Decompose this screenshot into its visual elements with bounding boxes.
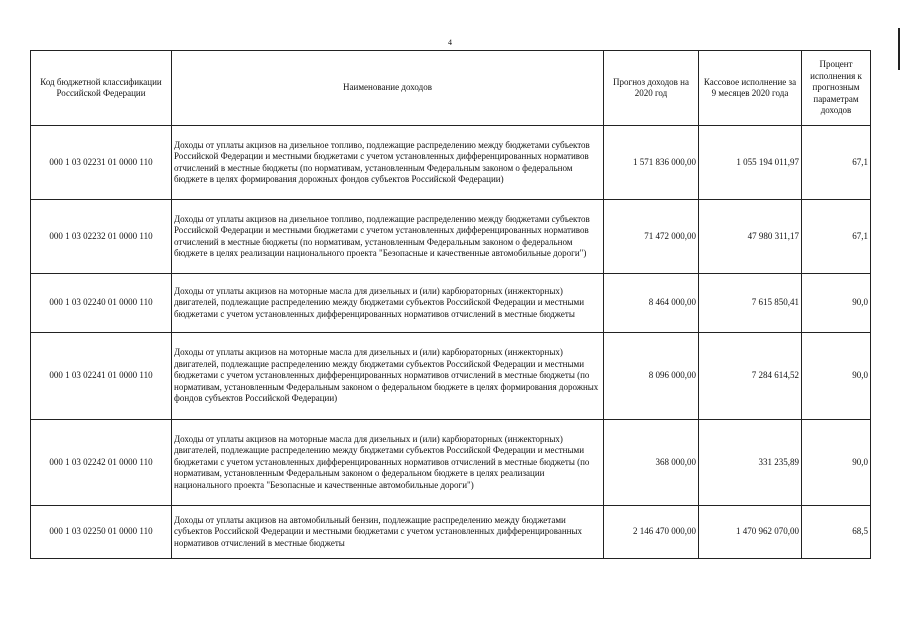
row-cash: 1 470 962 070,00 (699, 506, 802, 559)
table-row (31, 200, 871, 274)
row-name: Доходы от уплаты акцизов на автомобильный бензин, подлежащие распределению между бюджетами субъектов Российской Федерации и местными бюджетами с учетом установленных дифференцированных нормативов отчислений в местные бюджеты (172, 506, 604, 559)
row-name: Доходы от уплаты акцизов на моторные масла для дизельных и (или) карбюраторных (инжекторных) двигателей, подлежащие распределению между бюджетами субъектов Российской Федерации и местными бюджетами с учетом установленных дифференцированных нормативов отчислений в местные бюджеты (по нормативам, установленным Федеральным законом о федеральном бюджете в целях реализации национального проекта "Безопасные и качественные автомобильные дороги") (172, 420, 604, 506)
row-name: Доходы от уплаты акцизов на дизельное топливо, подлежащие распределению между бюджетами субъектов Российской Федерации и местными бюджетами с учетом установленных дифференцированных нормативов отчислений в местные бюджеты (по нормативам, установленным Федеральным законом о федеральном бюджете в целях формирования дорожных фондов субъектов Российской Федерации) (172, 126, 604, 200)
header-cash: Кассовое исполнение за 9 месяцев 2020 года (699, 51, 802, 126)
row-percent: 90,0 (802, 420, 871, 506)
row-name: Доходы от уплаты акцизов на моторные масла для дизельных и (или) карбюраторных (инжекторных) двигателей, подлежащие распределению между бюджетами субъектов Российской Федерации и местными бюджетами с учетом установленных дифференцированных нормативов отчислений в местные бюджеты (по нормативам, установленным Федеральным законом о федеральном бюджете в целях формирования дорожных фондов субъектов Российской Федерации) (172, 333, 604, 420)
table-row (31, 333, 871, 420)
row-name: Доходы от уплаты акцизов на дизельное топливо, подлежащие распределению между бюджетами субъектов Российской Федерации и местными бюджетами с учетом установленных дифференцированных нормативов отчислений в местные бюджеты (по нормативам, установленным Федеральным законом о федеральном бюджете в целях реализации национального проекта "Безопасные и качественные автомобильные дороги") (172, 200, 604, 274)
row-code: 000 1 03 02241 01 0000 110 (31, 333, 172, 420)
row-cash: 331 235,89 (699, 420, 802, 506)
row-cash: 7 284 614,52 (699, 333, 802, 420)
header-percent: Процент исполнения к прогнозным параметрам доходов (802, 51, 871, 126)
header-forecast: Прогноз доходов на 2020 год (604, 51, 699, 126)
row-code: 000 1 03 02231 01 0000 110 (31, 126, 172, 200)
row-percent: 67,1 (802, 126, 871, 200)
row-forecast: 368 000,00 (604, 420, 699, 506)
row-cash: 1 055 194 011,97 (699, 126, 802, 200)
table-row (31, 506, 871, 559)
row-percent: 67,1 (802, 200, 871, 274)
row-forecast: 8 464 000,00 (604, 274, 699, 333)
row-forecast: 8 096 000,00 (604, 333, 699, 420)
revenue-table (30, 50, 871, 559)
row-name: Доходы от уплаты акцизов на моторные масла для дизельных и (или) карбюраторных (инжекторных) двигателей, подлежащие распределению между бюджетами субъектов Российской Федерации и местными бюджетами с учетом установленных дифференцированных нормативов отчислений в местные бюджеты (172, 274, 604, 333)
row-cash: 7 615 850,41 (699, 274, 802, 333)
row-code: 000 1 03 02232 01 0000 110 (31, 200, 172, 274)
row-percent: 68,5 (802, 506, 871, 559)
row-code: 000 1 03 02240 01 0000 110 (31, 274, 172, 333)
row-cash: 47 980 311,17 (699, 200, 802, 274)
header-code: Код бюджетной классификации Российской Федерации (31, 51, 172, 126)
row-percent: 90,0 (802, 333, 871, 420)
page-number: 4 (448, 38, 452, 47)
row-code: 000 1 03 02250 01 0000 110 (31, 506, 172, 559)
row-percent: 90,0 (802, 274, 871, 333)
row-forecast: 2 146 470 000,00 (604, 506, 699, 559)
header-name: Наименование доходов (172, 51, 604, 126)
table-header-row (31, 51, 871, 126)
row-forecast: 71 472 000,00 (604, 200, 699, 274)
table-row (31, 274, 871, 333)
table-row (31, 420, 871, 506)
row-code: 000 1 03 02242 01 0000 110 (31, 420, 172, 506)
table-row (31, 126, 871, 200)
scan-edge-mark (898, 28, 900, 70)
row-forecast: 1 571 836 000,00 (604, 126, 699, 200)
